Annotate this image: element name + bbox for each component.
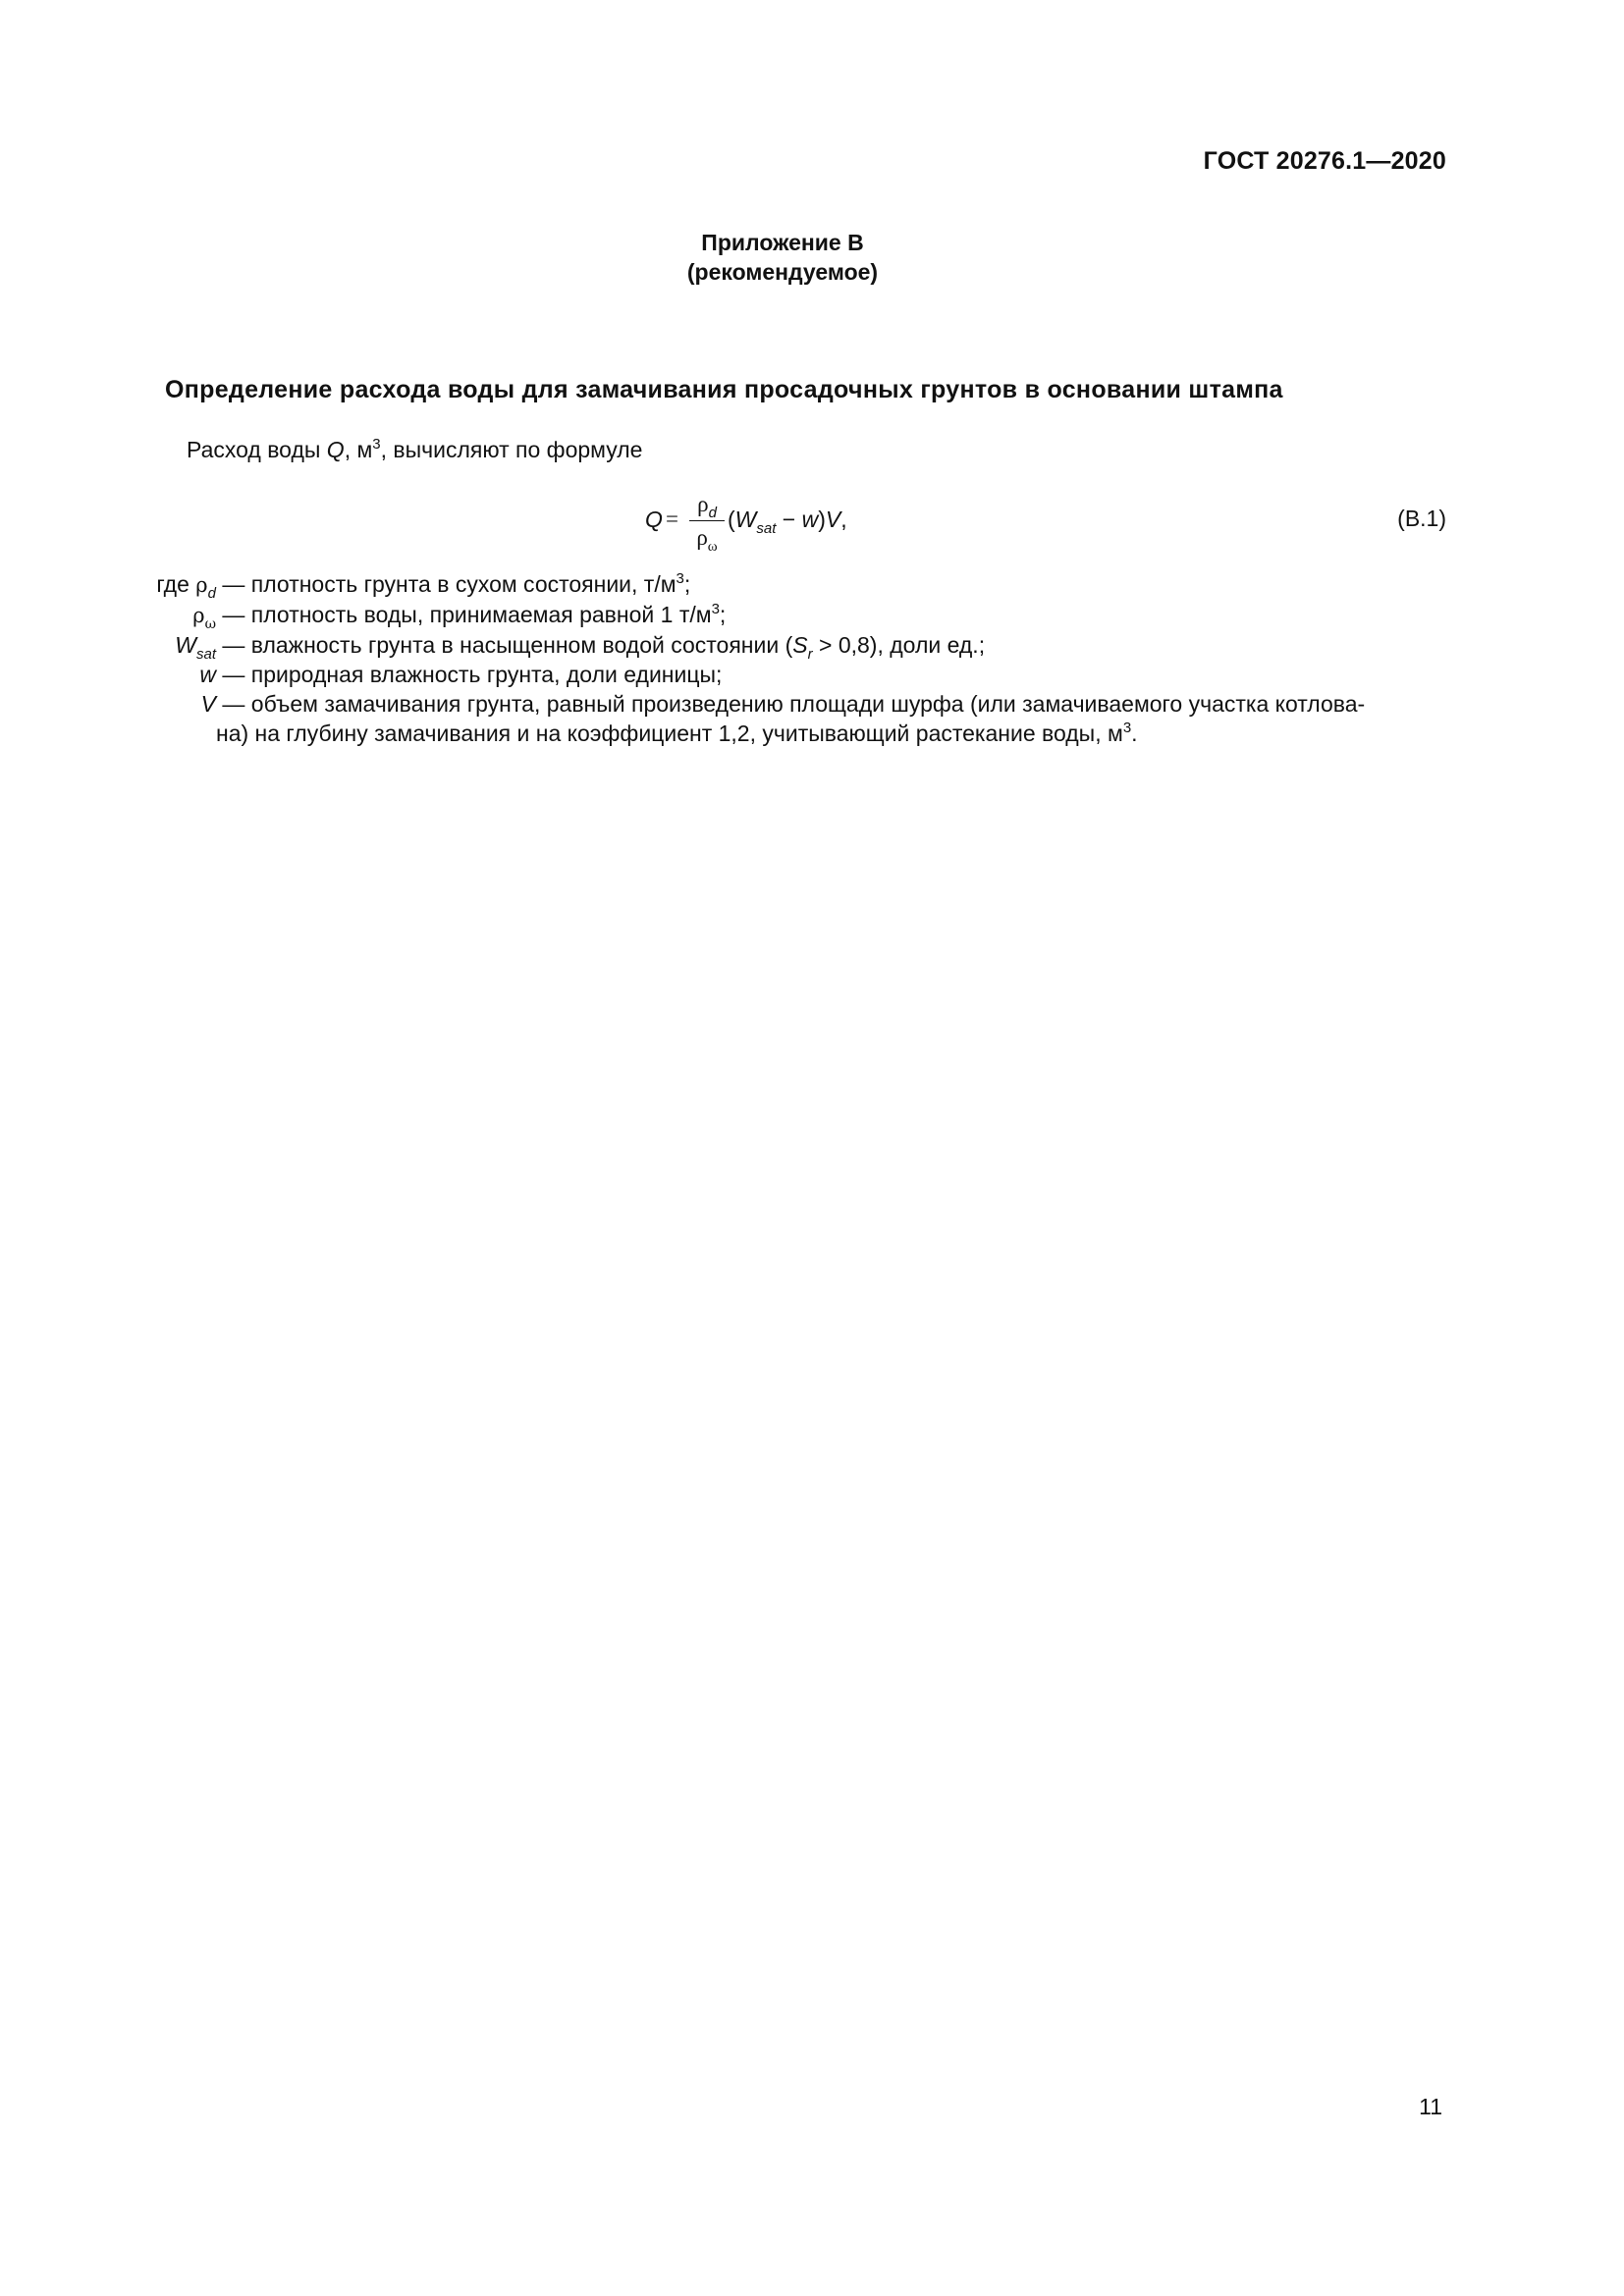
annex-title: Приложение В [701,230,864,255]
intro-unit-exponent: 3 [372,436,381,453]
where-end: ; [683,571,691,597]
intro-paragraph [187,437,642,463]
unit-exponent: 3 [1122,720,1132,736]
formula-lhs: Q [645,507,663,532]
symbol-w-sat: W [175,632,196,658]
denominator-symbol: ρ [696,525,708,550]
intro-symbol: Q [326,437,345,462]
where-description: — плотность грунта в сухом состоянии, т/м [216,571,677,597]
formula-close-paren: ) [818,507,826,532]
formula-minus: − [776,507,802,532]
section-title: Определение расхода воды для замачивания просадочных грунтов в основании штампа [165,376,1283,403]
numerator-symbol: ρ [697,492,709,516]
symbol-rho: ρ [192,604,205,627]
symbol-v: V [200,691,216,717]
symbol-s-subscript: r [807,646,813,663]
where-end: . [1131,721,1138,746]
formula-equals: = [666,507,678,531]
numerator-subscript: d [708,505,717,521]
where-symbol [118,569,216,600]
equation-number: (В.1) [1397,506,1446,531]
formula-open-paren: ( [728,507,735,532]
intro-unit: , м [344,437,373,462]
where-symbol [118,600,216,630]
formula-fraction [689,491,725,555]
unit-exponent: 3 [711,601,720,617]
denominator-subscript: ω [707,539,718,555]
symbol-subscript: ω [204,616,216,632]
formula-numerator [689,491,725,521]
where-intro: где [156,571,189,597]
formula-w-sat: W [734,507,757,532]
formula-w: w [801,507,819,532]
where-description: — природная влажность грунта, доли единицы; [216,662,723,687]
where-description-tail: > 0,8), доли ед.; [812,632,986,658]
page-number: 11 [1419,2094,1442,2119]
where-description: — влажность грунта в насыщенном водой состоянии ( [216,632,793,658]
where-item [118,630,1447,663]
where-description: — объем замачивания грунта, равный произведению площади шурфа (или замачиваемого участка котлова- [216,691,1366,717]
document-code: ГОСТ 20276.1—2020 [1203,147,1446,175]
symbol-subscript: sat [195,646,216,663]
where-item [118,689,1447,719]
formula-tail: , [840,507,847,532]
where-symbol [118,689,216,719]
symbol-subscript: d [207,585,216,602]
where-item [118,660,1447,689]
where-symbol [118,630,216,663]
where-end: ; [719,602,727,627]
formula-denominator [689,524,725,555]
annex-heading [0,228,1565,287]
symbol-w: w [199,662,216,687]
intro-prefix: Расход воды [187,437,327,462]
where-item [118,600,1447,630]
symbol-rho: ρ [195,573,208,597]
where-description: — плотность воды, принимаемая равной 1 т/м [216,602,712,627]
annex-status: (рекомендуемое) [686,259,879,285]
where-description-continuation: на) на глубину замачивания и на коэффициент 1,2, учитывающий растекание воды, м [216,721,1123,746]
symbol-s: S [792,632,808,658]
where-item [118,569,1447,600]
formula-v: V [825,507,841,532]
formula-w-sat-subscript: sat [756,520,777,537]
unit-exponent: 3 [676,570,684,587]
where-symbol [118,660,216,689]
formula-rhs [728,507,847,537]
where-item-continuation [118,719,1447,748]
where-list [118,569,1447,748]
fraction-bar [689,520,725,521]
intro-suffix: , вычисляют по формуле [380,437,643,462]
